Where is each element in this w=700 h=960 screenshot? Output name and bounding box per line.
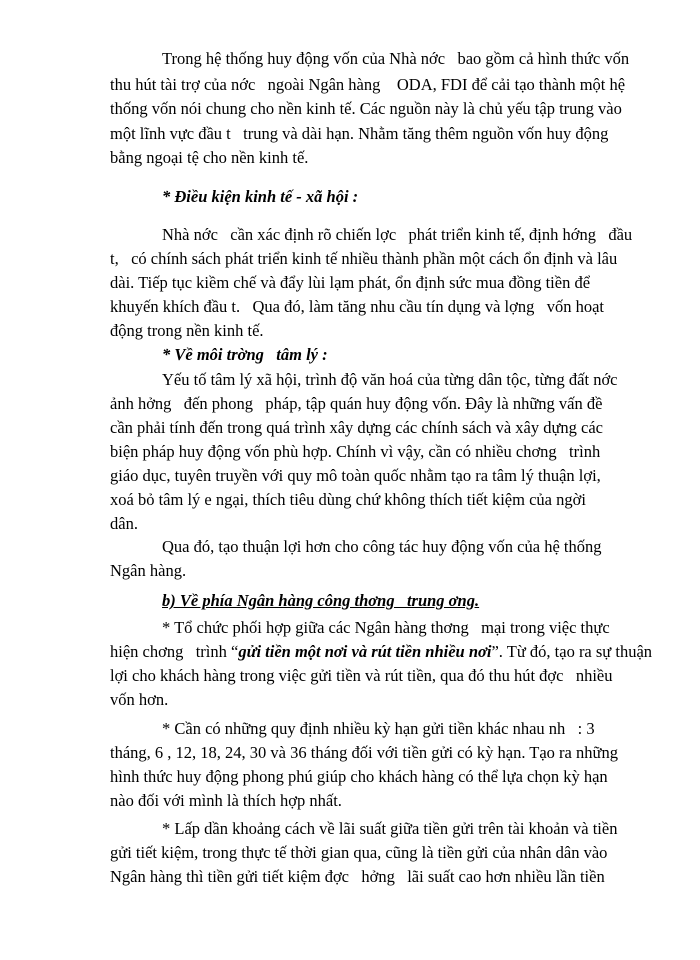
paragraph-4-line-2: Ngân hàng. — [110, 561, 187, 580]
paragraph-1-line-1: Trong hệ thống huy động vốn của Nhà nớc bao gồm cả hình thức vốn — [162, 49, 630, 68]
paragraph-6-line-2: tháng, 6 , 12, 18, 24, 30 và 36 tháng đối với tiền gửi có kỳ hạn. Tạo ra những — [110, 743, 618, 762]
heading-economic-conditions: * Điều kiện kinh tế - xã hội : — [162, 187, 359, 206]
paragraph-6-line-1: * Cần có những quy định nhiều kỳ hạn gửi tiền khác nhau nh : 3 — [162, 719, 595, 738]
paragraph-3-line-5: giáo dục, tuyên truyền với quy mô toàn quốc nhằm tạo ra tâm lý thuận lợi, — [110, 466, 601, 485]
paragraph-2-line-3: dài. Tiếp tục kiềm chế và đẩy lùi lạm phát, ổn định sức mua đồng tiền để — [110, 273, 591, 292]
paragraph-7-line-2: gửi tiết kiệm, trong thực tế thời gian qua, cũng là tiền gửi của nhân dân vào — [110, 843, 608, 862]
paragraph-3-line-4: biện pháp huy động vốn phù hợp. Chính vì vậy, cần có nhiều chơng trình — [110, 442, 601, 461]
paragraph-3-line-2: ảnh hởng đến phong pháp, tập quán huy động vốn. Đây là những vấn đề — [110, 394, 603, 413]
heading-psychological-environment: * Về môi trờng tâm lý : — [162, 345, 328, 364]
paragraph-2-line-1: Nhà nớc cần xác định rõ chiến lợc phát triển kinh tế, định hớng đầu — [162, 225, 633, 244]
paragraph-3-line-3: cần phải tính đến trong quá trình xây dựng các chính sách và xây dựng các — [110, 418, 604, 437]
paragraph-3-line-7: dân. — [110, 514, 138, 533]
paragraph-5-line-1: * Tổ chức phối hợp giữa các Ngân hàng thơng mại trong việc thực — [162, 618, 610, 637]
paragraph-1-line-4: một lĩnh vực đầu t trung và dài hạn. Nhằm tăng thêm nguồn vốn huy động — [110, 124, 609, 143]
paragraph-7-line-1: * Lấp dần khoảng cách về lãi suất giữa tiền gửi trên tài khoản và tiền — [162, 819, 618, 838]
paragraph-2-line-4: khuyến khích đầu t. Qua đó, làm tăng nhu cầu tín dụng và lợng vốn hoạt — [110, 297, 605, 316]
paragraph-6-line-4: nào đối với mình là thích hợp nhất. — [110, 791, 342, 810]
paragraph-5-line-3: lợi cho khách hàng trong việc gửi tiền và rút tiền, qua đó thu hút đợc nhiều — [110, 666, 613, 685]
paragraph-2-line-5: động trong nền kinh tế. — [110, 321, 264, 340]
paragraph-1-line-5: bằng ngoại tệ cho nền kinh tế. — [110, 148, 309, 167]
paragraph-3-line-1: Yếu tố tâm lý xã hội, trình độ văn hoá của từng dân tộc, từng đất nớc — [162, 370, 618, 389]
heading-bank-side: b) Về phía Ngân hàng công thơng trung ơng. — [162, 591, 480, 610]
paragraph-1-line-2: thu hút tài trợ của nớc ngoài Ngân hàng ODA, FDI để cải tạo thành một hệ — [110, 75, 626, 94]
paragraph-2-line-2: t, có chính sách phát triển kinh tế nhiều thành phần một cách ổn định và lâu — [110, 249, 618, 268]
paragraph-7-line-3: Ngân hàng thì tiền gửi tiết kiệm đợc hởng lãi suất cao hơn nhiều lần tiền — [110, 867, 605, 886]
paragraph-3-line-6: xoá bỏ tâm lý e ngại, thích tiêu dùng chứ không thích tiết kiệm của ngời — [110, 490, 586, 509]
paragraph-1-line-3: thống vốn nói chung cho nền kinh tế. Các nguồn này là chủ yếu tập trung vào — [110, 99, 622, 118]
paragraph-5-quote: gửi tiền một nơi và rút tiền nhiều nơi — [238, 642, 492, 661]
paragraph-5-line-4: vốn hơn. — [110, 690, 169, 709]
paragraph-5-line-2-prefix: hiện chơng trình “ — [110, 642, 239, 661]
paragraph-6-line-3: hình thức huy động phong phú giúp cho khách hàng có thể lựa chọn kỳ hạn — [110, 767, 608, 786]
paragraph-5-line-2-suffix: ”. Từ đó, tạo ra sự thuận — [491, 642, 653, 661]
paragraph-5-line-2 — [110, 641, 652, 663]
paragraph-4-line-1: Qua đó, tạo thuận lợi hơn cho công tác huy động vốn của hệ thống — [162, 537, 602, 556]
